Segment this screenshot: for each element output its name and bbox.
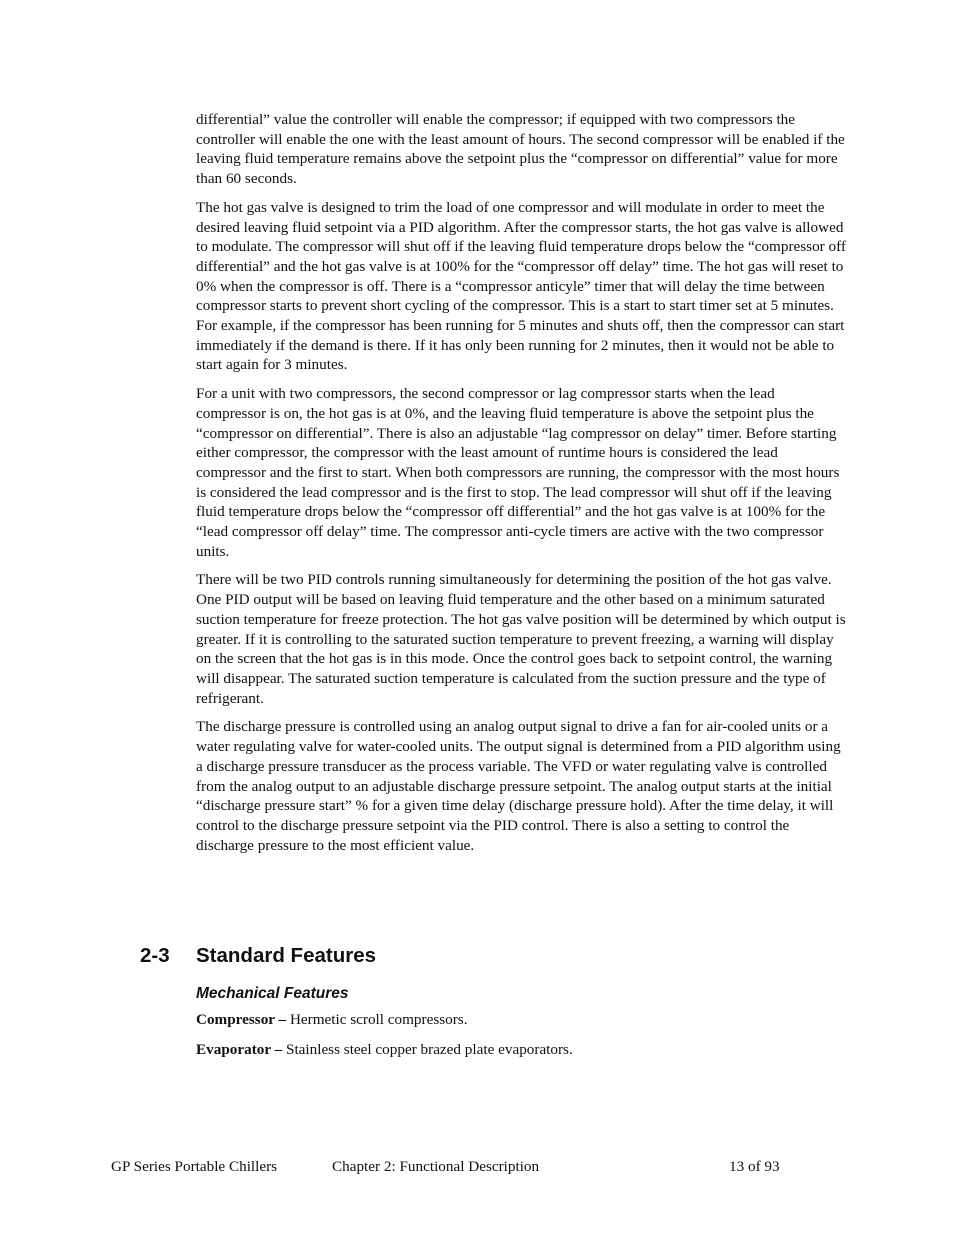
paragraph-compressor-enable: differential” value the controller will enable the compressor; if equipped with two compressors the controller will enable the one with the least amount of hours. The second compressor will be enabled if the leaving fluid temperature remains above the setpoint plus the “compressor on differential” value for more than 60 seconds. xyxy=(196,111,845,188)
mechanical-features-section xyxy=(196,984,846,1069)
footer-page-number: 13 of 93 xyxy=(729,1158,780,1175)
paragraph-hot-gas-valve: The hot gas valve is designed to trim the load of one compressor and will modulate in order to meet the desired leaving fluid setpoint via a PID algorithm. After the compressor starts, the hot gas valve is allowed to modulate. The compressor will shut off if the leaving fluid temperature drops below the “compressor off differential” and the hot gas valve is at 100% for the “compressor off delay” time. The hot gas will reset to 0% when the compressor is off. There is a “compressor anticyle” timer that will delay the time between compressor starts to prevent short cycling of the compressor. This is a start to start timer set at 5 minutes. For example, if the compressor has been running for 5 minutes and shuts off, then the compressor can start immediately if the demand is there. If it has only been running for 2 minutes, then it would not be able to start again for 3 minutes. xyxy=(196,198,846,374)
footer-chapter: Chapter 2: Functional Description xyxy=(332,1158,540,1175)
section-title: Standard Features xyxy=(196,944,376,967)
feature-evaporator xyxy=(196,1040,846,1060)
paragraph-pid-controls: There will be two PID controls running simultaneously for determining the position of the hot gas valve. One PID output will be based on leaving fluid temperature and the other based on a minimum saturated suction temperature for freeze protection. The hot gas valve position will be determined by which output is greater. If it is controlling to the saturated suction temperature to prevent freezing, a warning will display on the screen that the hot gas is in this mode. Once the control goes back to setpoint control, the warning will disappear. The saturated suction temperature is calculated from the suction pressure and the type of refrigerant. xyxy=(196,571,846,707)
paragraph-discharge-pressure: The discharge pressure is controlled using an analog output signal to drive a fan for air-cooled units or a water regulating valve for water-cooled units. The output signal is determined from a PID algorithm using a discharge pressure transducer as the process variable. The VFD or water regulating valve is controlled from the analog output to an adjustable discharge pressure setpoint. The analog output starts at the initial “discharge pressure start” % for a given time delay (discharge pressure hold). After the time delay, it will control to the discharge pressure setpoint via the PID control. There is also a setting to control the discharge pressure to the most efficient value. xyxy=(196,718,841,854)
footer-document-title: GP Series Portable Chillers xyxy=(111,1158,278,1175)
feature-term: Compressor – xyxy=(196,1011,287,1028)
paragraph-two-compressors: For a unit with two compressors, the second compressor or lag compressor starts when the lead compressor is on, the hot gas is at 0%, and the leaving fluid temperature is above the setpoint plus the “compressor on differential”. There is also an adjustable “lag compressor on delay” timer. Before starting either compressor, the compressor with the least amount of runtime hours is considered the lead compressor and the first to start. When both compressors are running, the compressor with the most hours is considered the lead compressor and is the first to stop. The lead compressor will shut off if the leaving fluid temperature drops below the “compressor off differential” and the hot gas valve is at 100% for the “lead compressor off delay” time. The compressor anti-cycle timers are active with the two compressor units. xyxy=(196,385,840,560)
feature-compressor xyxy=(196,1010,846,1030)
subsection-title: Mechanical Features xyxy=(196,985,349,1002)
section-heading xyxy=(140,942,376,970)
feature-term: Evaporator – xyxy=(196,1040,283,1058)
feature-text: Hermetic scroll compressors. xyxy=(286,1011,468,1028)
feature-text: Stainless steel copper brazed plate evaporators. xyxy=(282,1040,573,1058)
section-number: 2-3 xyxy=(140,944,170,967)
body-text xyxy=(196,110,846,864)
